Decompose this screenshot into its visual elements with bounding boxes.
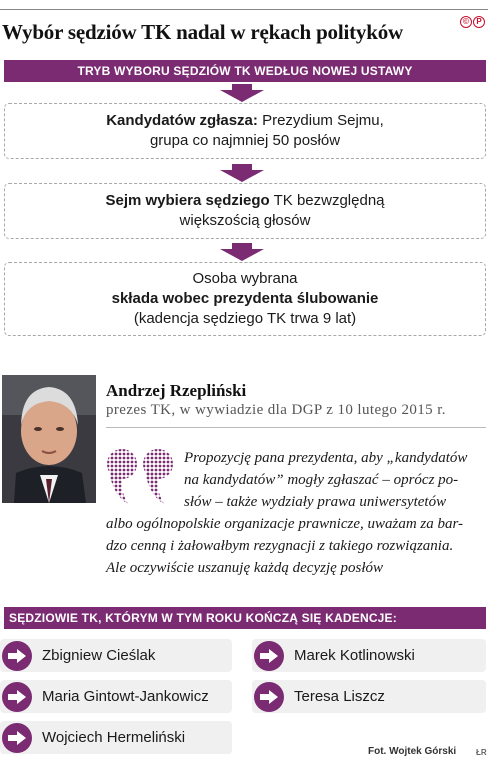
arrow-right-icon bbox=[2, 682, 32, 712]
divider bbox=[106, 427, 486, 428]
photo-credit: Fot. Wojtek Górski bbox=[368, 746, 457, 757]
step2-text: TK bezwzględną bbox=[269, 192, 385, 209]
judge-name: Maria Gintowt-Jankowicz bbox=[42, 688, 209, 705]
procedure-step-1 bbox=[4, 103, 486, 159]
interviewee-role: prezes TK, w wywiadzie dla DGP z 10 lutego 2015 r. bbox=[106, 402, 446, 418]
step3-line-3: (kadencja sędziego TK trwa 9 lat) bbox=[133, 310, 357, 327]
quote-line-3: słów – także wydziały prawa uniwersytetów bbox=[184, 494, 447, 510]
quote-line-1: Propozycję pana prezydenta, aby „kandydatów bbox=[184, 450, 468, 466]
copyright-icon: © bbox=[460, 16, 472, 28]
author-initials: ŁR bbox=[476, 748, 487, 757]
judge-item bbox=[252, 639, 486, 672]
step1-text-2: grupa co najmniej 50 posłów bbox=[149, 132, 341, 149]
step3-bold: składa wobec prezydenta ślubowanie bbox=[111, 290, 379, 307]
arrow-right-icon bbox=[2, 641, 32, 671]
step3-line-1: Osoba wybrana bbox=[192, 270, 298, 287]
interviewee-name: Andrzej Rzepliński bbox=[106, 381, 247, 400]
quote-line-2: na kandydatów” mogły zgłaszać – oprócz po- bbox=[184, 472, 459, 488]
arrow-down-icon bbox=[220, 84, 264, 102]
judge-name: Teresa Liszcz bbox=[294, 688, 385, 705]
judges-banner: SĘDZIOWIE TK, KTÓRYM W TYM ROKU KOŃCZĄ SIĘ KADENCJE: bbox=[4, 607, 486, 629]
quote-line-5: dzo cenną i żałowałbym rezygnacji z takiego rozwiązania. bbox=[106, 538, 454, 554]
arrow-down-icon bbox=[220, 164, 264, 182]
portrait-photo bbox=[2, 375, 96, 503]
arrow-right-icon bbox=[2, 723, 32, 753]
judge-name: Marek Kotlinowski bbox=[294, 647, 415, 664]
arrow-right-icon bbox=[254, 641, 284, 671]
judge-name: Wojciech Hermeliński bbox=[42, 729, 186, 746]
procedure-banner: TRYB WYBORU SĘDZIÓW TK WEDŁUG NOWEJ USTAWY bbox=[4, 60, 486, 82]
step2-text-2: większością głosów bbox=[179, 212, 311, 229]
judge-name: Zbigniew Cieślak bbox=[42, 647, 156, 664]
quote-line-4: albo ogólnopolskie organizacje prawnicze, uważam za bar- bbox=[106, 516, 464, 532]
step1-bold: Kandydatów zgłasza: bbox=[106, 112, 258, 129]
judge-item bbox=[0, 639, 232, 672]
p-icon: P bbox=[473, 16, 485, 28]
arrow-right-icon bbox=[254, 682, 284, 712]
judge-item bbox=[0, 680, 232, 713]
judge-item bbox=[252, 680, 486, 713]
judge-item bbox=[0, 721, 232, 754]
quote-line-6: Ale oczywiście uszanuję każdą decyzję posłów bbox=[106, 560, 384, 576]
quote-icon bbox=[106, 448, 178, 506]
arrow-down-icon bbox=[220, 243, 264, 261]
page-title: Wybór sędziów TK nadal w rękach polityków bbox=[2, 20, 403, 44]
step2-bold: Sejm wybiera sędziego bbox=[105, 192, 270, 209]
step1-text: Prezydium Sejmu, bbox=[257, 112, 384, 129]
procedure-step-2 bbox=[4, 183, 486, 239]
procedure-step-3 bbox=[4, 262, 486, 336]
top-rule bbox=[0, 9, 488, 10]
publisher-logo bbox=[460, 16, 486, 30]
